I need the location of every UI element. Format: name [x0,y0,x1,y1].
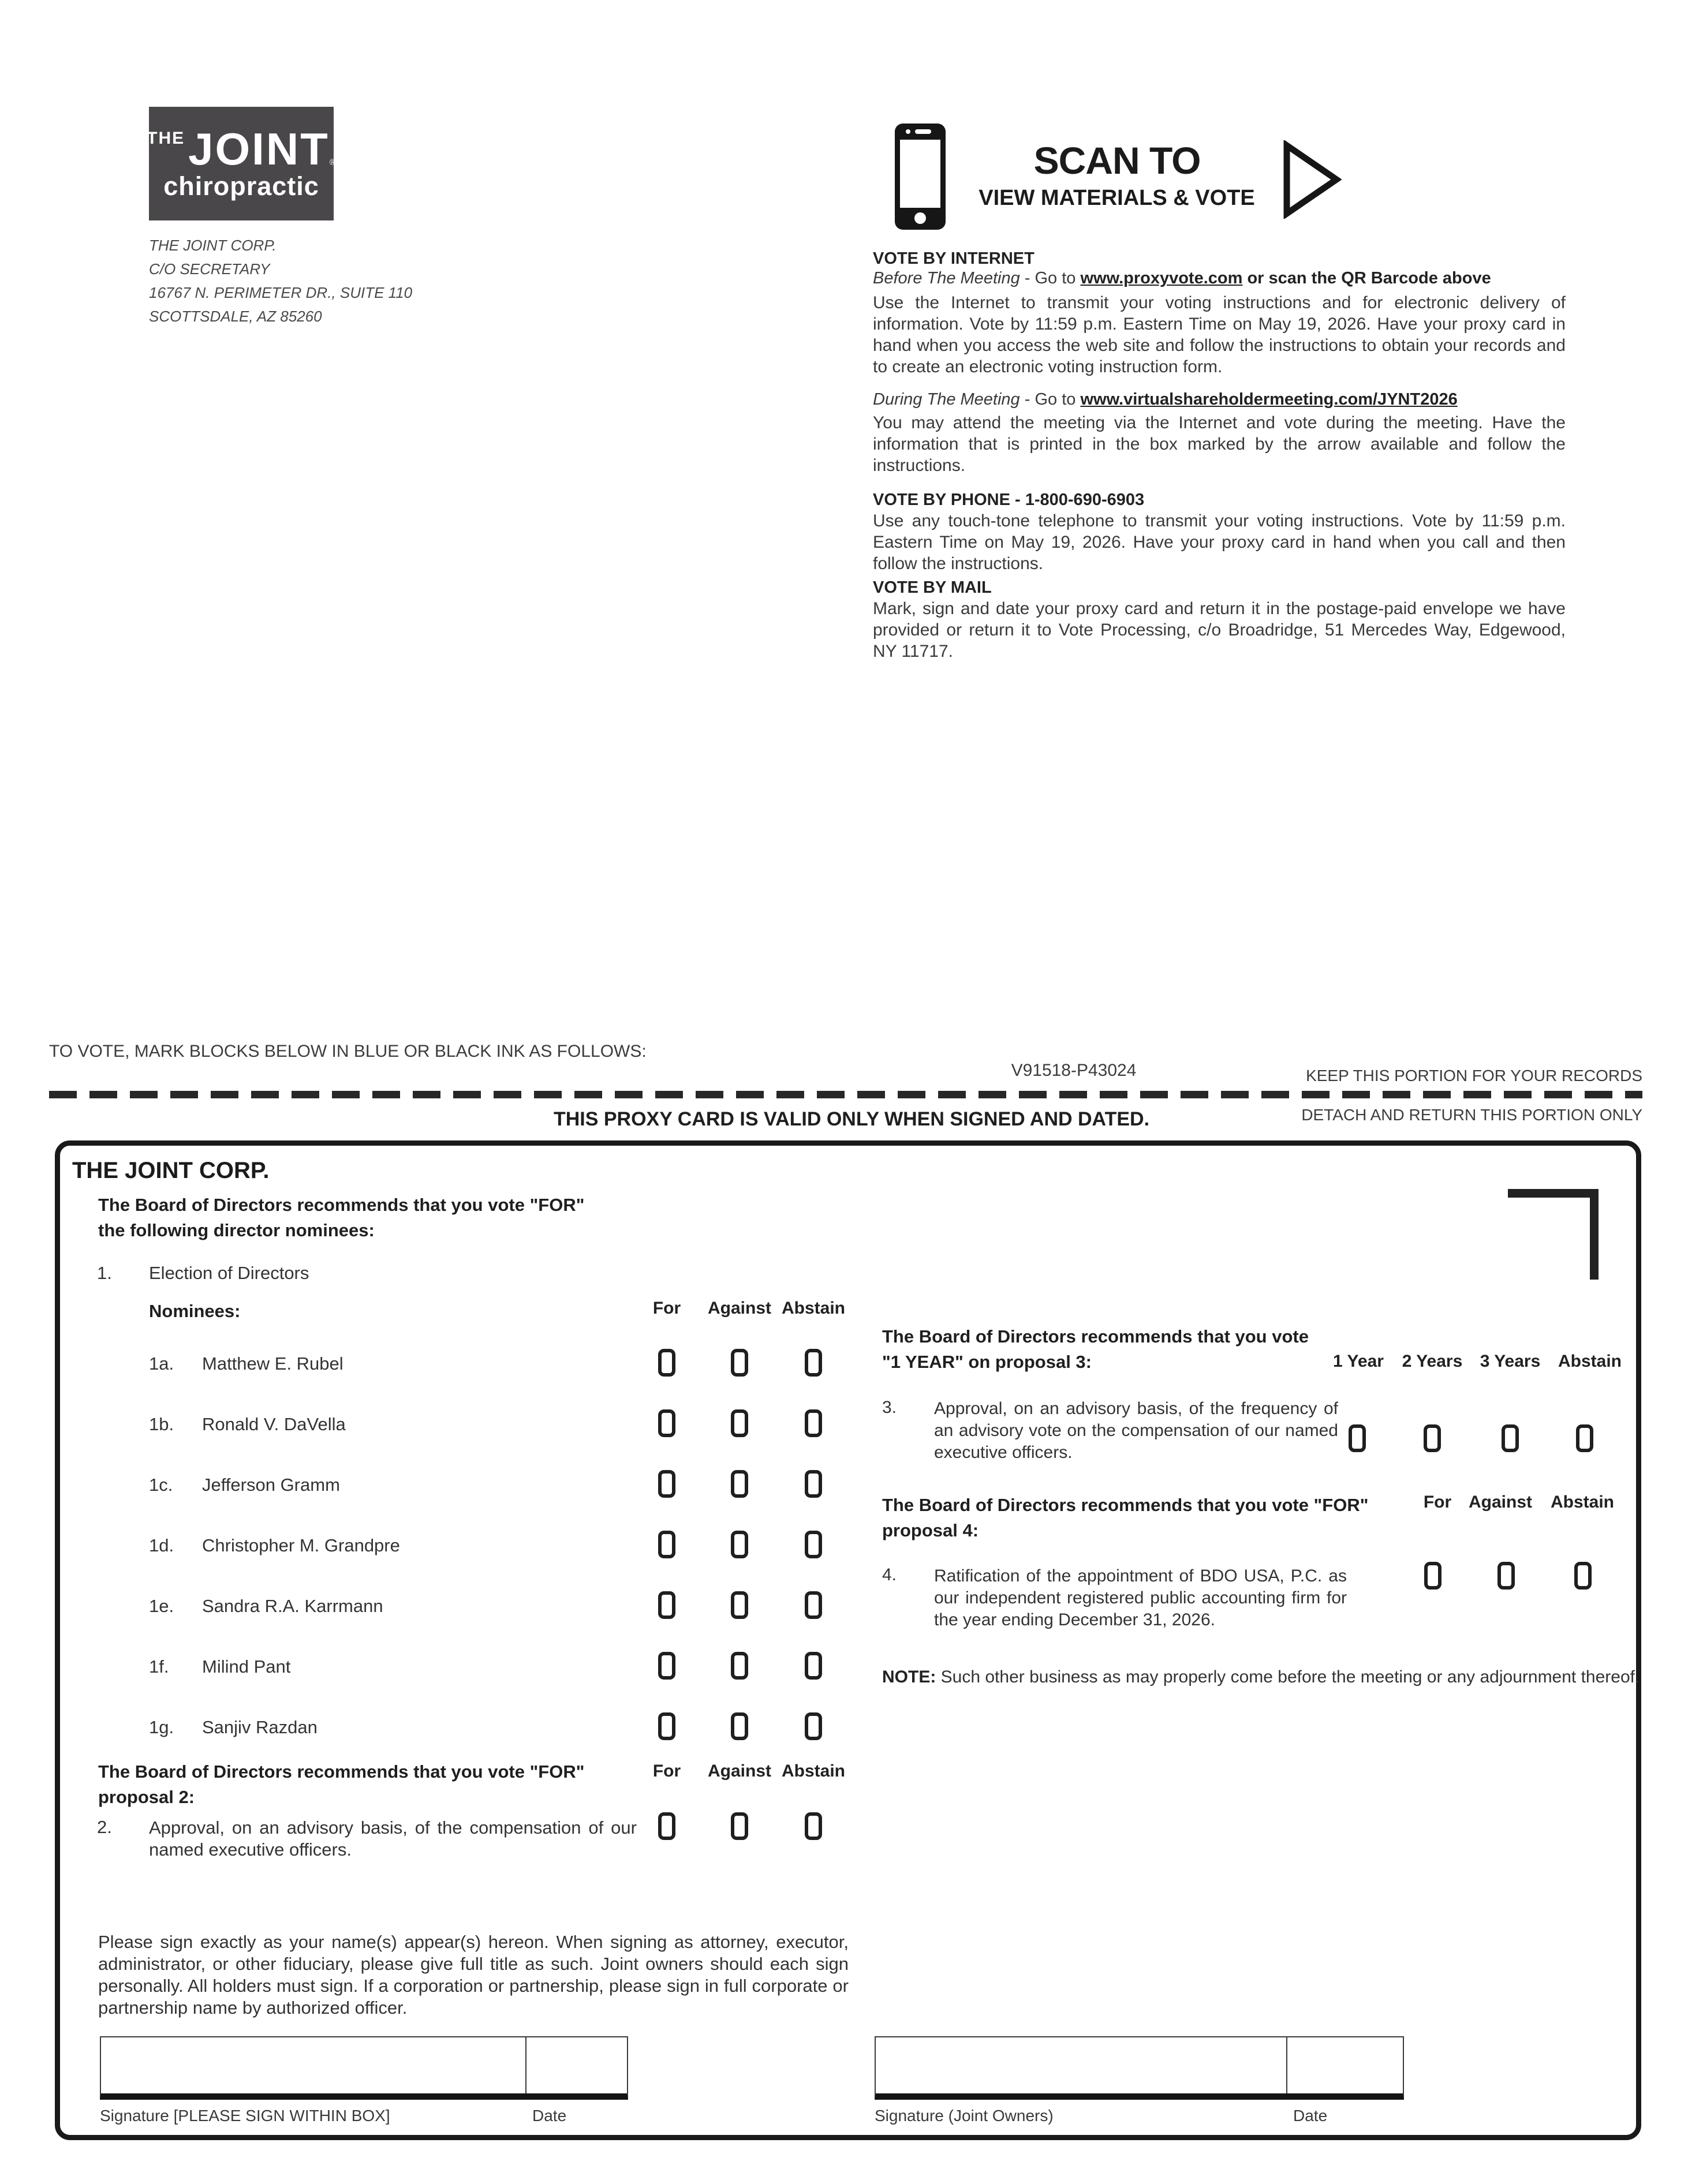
other-business-note [882,1666,1644,1688]
column-header-against: Against [707,1762,771,1781]
internet-during-paragraph: You may attend the meeting via the Internet and vote during the meeting. Have the information that is printed in the box marked by the arrow available and follow the instructions. [873,413,1566,475]
sender-address-line: 16767 N. PERIMETER DR., SUITE 110 [149,284,413,301]
checkbox-1b-abstain[interactable] [805,1409,822,1437]
checkbox-p3-3years[interactable] [1502,1424,1519,1452]
nominee-id: 1g. [149,1717,174,1737]
column-header-abstain: Abstain [1550,1493,1614,1512]
checkbox-1c-against[interactable] [731,1470,748,1498]
virtualshareholdermeeting-link[interactable]: www.virtualshareholdermeeting.com/JYNT2026 [1080,390,1458,409]
nominees-label: Nominees: [149,1301,241,1321]
recommendation-proposal3-line1: The Board of Directors recommends that you vote [882,1326,1309,1347]
internet-before-paragraph: Use the Internet to transmit your voting instructions and for electronic delivery of information. Vote by 11:59 p.m. Eastern Time on May 19, 2026. Have your proxy card in hand when you access the web site and follow the instructions to obtain your records and to create an electronic voting instruction form. [873,293,1566,376]
corner-registration-mark [1508,1189,1599,1280]
recommendation-proposal3-line2: "1 YEAR" on proposal 3: [882,1352,1092,1372]
nominee-name: Sandra R.A. Karrmann [202,1596,383,1616]
checkbox-1d-abstain[interactable] [805,1531,822,1558]
recommendation-directors-line2: the following director nominees: [98,1220,375,1240]
column-header-3years: 3 Years [1480,1352,1541,1371]
proposal1-title: Election of Directors [149,1263,309,1283]
checkbox-1e-for[interactable] [658,1591,675,1619]
nominee-name: Ronald V. DaVella [202,1414,346,1434]
note-label: NOTE: [882,1667,936,1686]
checkbox-1d-for[interactable] [658,1531,675,1558]
scan-to-subtitle: VIEW MATERIALS & VOTE [979,186,1255,210]
signature-date-divider [525,2037,526,2093]
proposal2-number: 2. [97,1817,112,1837]
proposal4-text: Ratification of the appointment of BDO USA, P.C. as our independent registered public accounting firm for the year ending December 31, 2026. [934,1566,1347,1629]
perforation-dashed-line [49,1091,1642,1098]
checkbox-1d-against[interactable] [731,1531,748,1558]
column-header-against: Against [1468,1493,1532,1512]
nominee-id: 1c. [149,1475,173,1495]
column-header-abstain: Abstain [1558,1352,1622,1371]
nominee-id: 1f. [149,1656,169,1677]
checkbox-1a-against[interactable] [731,1349,748,1377]
signature-box-primary[interactable] [100,2036,628,2100]
checkbox-1c-abstain[interactable] [805,1470,822,1498]
vote-by-mail-paragraph: Mark, sign and date your proxy card and return it in the postage-paid envelope we have provided or return it to Vote Processing, c/o Broadridge, 51 Mercedes Way, Edgewood, NY 11717. [873,599,1566,661]
checkbox-1f-for[interactable] [658,1652,675,1680]
smartphone-icon [894,122,947,231]
checkbox-1a-abstain[interactable] [805,1349,822,1377]
vote-by-phone-heading: VOTE BY PHONE - 1-800-690-6903 [873,491,1145,509]
before-the-meeting-label: Before The Meeting [873,269,1020,287]
go-to-text: - Go to [1019,269,1081,287]
checkbox-p3-abstain[interactable] [1576,1424,1593,1452]
during-the-meeting-line [873,390,1566,409]
checkbox-p2-for[interactable] [658,1812,675,1840]
proxyvote-link[interactable]: www.proxyvote.com [1080,269,1243,287]
recommendation-proposal2-line1: The Board of Directors recommends that you vote "FOR" [98,1762,585,1782]
checkbox-1g-against[interactable] [731,1712,748,1740]
proposal1-number: 1. [97,1263,112,1283]
valid-when-signed-text: THIS PROXY CARD IS VALID ONLY WHEN SIGNED AND DATED. [553,1108,1150,1130]
keep-portion-text: KEEP THIS PORTION FOR YOUR RECORDS [1306,1067,1642,1084]
card-company-name: THE JOINT CORP. [72,1158,270,1183]
column-header-for: For [1423,1493,1452,1512]
recommendation-proposal2-line2: proposal 2: [98,1787,195,1807]
note-text: Such other business as may properly come before the meeting or any adjournment thereof. [936,1667,1640,1686]
checkbox-1c-for[interactable] [658,1470,675,1498]
qr-barcode-text: or scan the QR Barcode above [1242,269,1491,287]
column-header-abstain: Abstain [781,1299,845,1318]
checkbox-p4-for[interactable] [1424,1562,1441,1590]
sender-address-line: SCOTTSDALE, AZ 85260 [149,308,322,325]
sender-address-line: C/O SECRETARY [149,260,270,278]
checkbox-p2-against[interactable] [731,1812,748,1840]
checkbox-1f-abstain[interactable] [805,1652,822,1680]
checkbox-1e-abstain[interactable] [805,1591,822,1619]
signing-instructions: Please sign exactly as your name(s) appear(s) hereon. When signing as attorney, executor, administrator, or other fiduciary, please give full title as such. Joint owners should each sign personally. All holders must sign. If a corporation or partnership, please sign in full corporate or partnership name by authorized officer. [98,1932,849,2018]
vote-by-phone-paragraph: Use any touch-tone telephone to transmit your voting instructions. Vote by 11:59 p.m. Eastern Time on May 19, 2026. Have your proxy card in hand when you call and then follow the instructions. [873,511,1566,573]
column-header-for: For [652,1762,681,1781]
column-header-1year: 1 Year [1333,1352,1384,1371]
nominee-name: Sanjiv Razdan [202,1717,318,1737]
proposal3-text: Approval, on an advisory basis, of the frequency of an advisory vote on the compensation of our named executive officers. [934,1399,1338,1462]
checkbox-1b-for[interactable] [658,1409,675,1437]
checkbox-1e-against[interactable] [731,1591,748,1619]
sender-address-line: THE JOINT CORP. [149,237,277,254]
before-the-meeting-line [873,269,1566,288]
detach-portion-text: DETACH AND RETURN THIS PORTION ONLY [1301,1106,1642,1124]
logo-chiropractic: chiropractic [163,171,319,201]
signature-box-joint-owners[interactable] [875,2036,1404,2100]
checkbox-p3-1year[interactable] [1349,1424,1366,1452]
logo-joint: JOINT [188,123,330,174]
checkbox-p2-abstain[interactable] [805,1812,822,1840]
column-header-against: Against [707,1299,771,1318]
checkbox-1b-against[interactable] [731,1409,748,1437]
nominee-name: Milind Pant [202,1656,291,1677]
sender-address [149,234,412,328]
nominee-id: 1a. [149,1353,174,1374]
date-joint-label: Date [1293,2107,1328,2125]
proposal4-number: 4. [882,1565,897,1584]
logo-the: THE [147,128,185,148]
vote-by-internet-heading: VOTE BY INTERNET [873,249,1035,268]
nominee-name: Jefferson Gramm [202,1475,340,1495]
column-header-abstain: Abstain [781,1762,845,1781]
scan-to-title: SCAN TO [1033,139,1201,182]
nominee-name: Christopher M. Grandpre [202,1535,400,1555]
signature-primary-label: Signature [PLEASE SIGN WITHIN BOX] [100,2107,390,2125]
go-to-text: - Go to [1019,390,1081,409]
during-the-meeting-label: During The Meeting [873,390,1020,409]
nominee-id: 1e. [149,1596,174,1616]
recommendation-proposal4-line2: proposal 4: [882,1520,979,1540]
registered-mark: ® [329,157,336,167]
recommendation-directors-line1: The Board of Directors recommends that you vote "FOR" [98,1195,585,1215]
checkbox-1g-for[interactable] [658,1712,675,1740]
signature-joint-label: Signature (Joint Owners) [875,2107,1054,2125]
proposal3-number: 3. [882,1398,897,1417]
to-vote-instruction: TO VOTE, MARK BLOCKS BELOW IN BLUE OR BLACK INK AS FOLLOWS: [49,1042,647,1061]
date-primary-label: Date [532,2107,567,2125]
checkbox-1f-against[interactable] [731,1652,748,1680]
checkbox-1g-abstain[interactable] [805,1712,822,1740]
column-header-for: For [652,1299,681,1318]
column-header-2years: 2 Years [1402,1352,1463,1371]
proposal2-text: Approval, on an advisory basis, of the compensation of our named executive officers. [149,1817,637,1860]
checkbox-p3-2years[interactable] [1424,1424,1441,1452]
nominee-id: 1b. [149,1414,174,1434]
recommendation-proposal4-line1: The Board of Directors recommends that you vote "FOR" [882,1495,1369,1515]
arrow-right-icon [1282,140,1342,219]
control-number: V91518-P43024 [1011,1061,1137,1080]
nominee-name: Matthew E. Rubel [202,1353,343,1374]
vote-by-mail-heading: VOTE BY MAIL [873,578,992,597]
company-logo [149,107,334,220]
nominee-id: 1d. [149,1535,174,1555]
checkbox-p4-abstain[interactable] [1574,1562,1592,1590]
signature-date-divider [1286,2037,1287,2093]
checkbox-p4-against[interactable] [1497,1562,1515,1590]
checkbox-1a-for[interactable] [658,1349,675,1377]
